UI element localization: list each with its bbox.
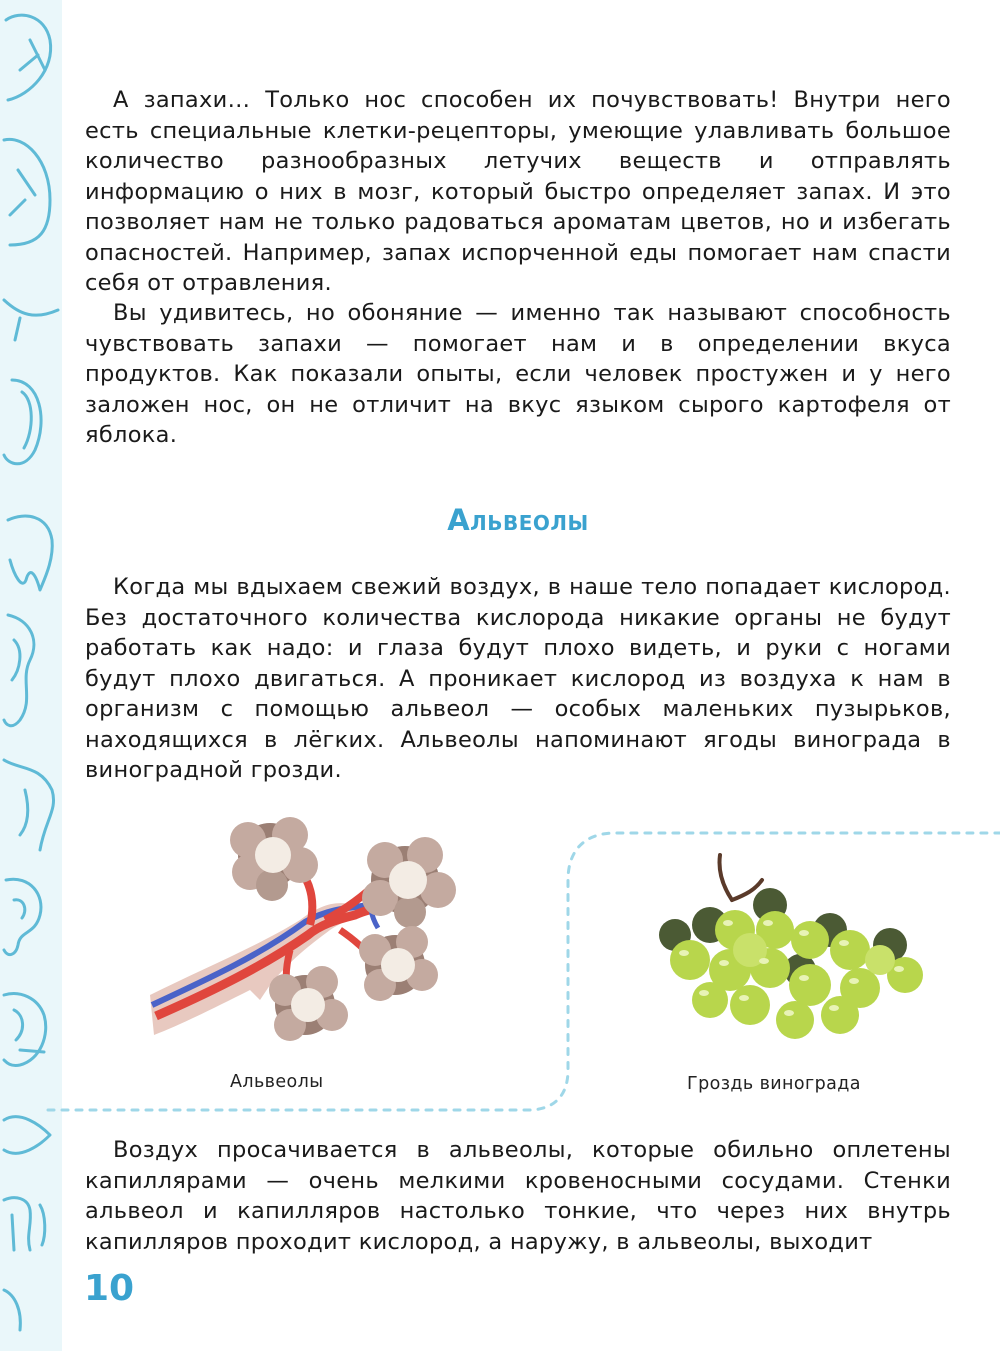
alveoli-cluster-bottom bbox=[269, 966, 348, 1041]
intro-paragraph-smell: А запахи… Только нос способен их почувствовать! Внутри него есть специальные клетки-рецепторы, умеющие улавливать большое количество разнообразных летучих веществ и отправлять информацию о них в мозг, который быстро определяет запах. И это позволяет нам не только радоваться ароматам цветов, но и избегать опасностей. Например, запах испорченной еды помогает нам спасти себя от отравления. bbox=[85, 87, 951, 296]
grape-berries bbox=[659, 888, 923, 1039]
alveoli-cluster-top-right bbox=[362, 837, 456, 928]
intro-paragraph-taste: Вы удивитесь, но обоняние — именно так называют способность чувствовать запахи — помогает нам и в определении вкуса продуктов. Как показали опыты, если человек простужен и у него заложен нос, он не отличит на вкус языком сырого картофеля от яблока. bbox=[85, 300, 951, 448]
bottom-paragraph-capillaries: Воздух просачивается в альвеолы, которые обильно оплетены капиллярами — очень мелкими кровеносными сосудами. Стенки альвеол и капилляров настолько тонкие, что через них внутрь капилляров проходит кислород, а наружу, в альвеолы, выходит bbox=[85, 1137, 951, 1255]
section-paragraph-alveoli: Когда мы вдыхаем свежий воздух, в наше тело попадает кислород. Без достаточного количества кислорода никакие органы не будут работать как надо: и глаза будут плохо видеть, и руки с ногами будут плохо двигаться. А проникает кислород из воздуха к нам в организм с помощью альвеол — особых маленьких пузырьков, находящихся в лёгких. Альвеолы напоминают ягоды винограда в виноградной грозди. bbox=[85, 574, 951, 783]
alveoli-cluster-middle-right bbox=[359, 926, 438, 1001]
page-number: 10 bbox=[84, 1268, 135, 1309]
alveoli-cluster-top-left bbox=[230, 817, 318, 901]
alveoli-illustration bbox=[140, 810, 470, 1060]
alveoli-caption: Альвеолы bbox=[230, 1072, 324, 1092]
grape-stem bbox=[720, 855, 763, 900]
grape-caption: Гроздь винограда bbox=[687, 1074, 861, 1094]
section-title: Альвеолы bbox=[447, 503, 589, 537]
grape-illustration bbox=[650, 850, 950, 1050]
